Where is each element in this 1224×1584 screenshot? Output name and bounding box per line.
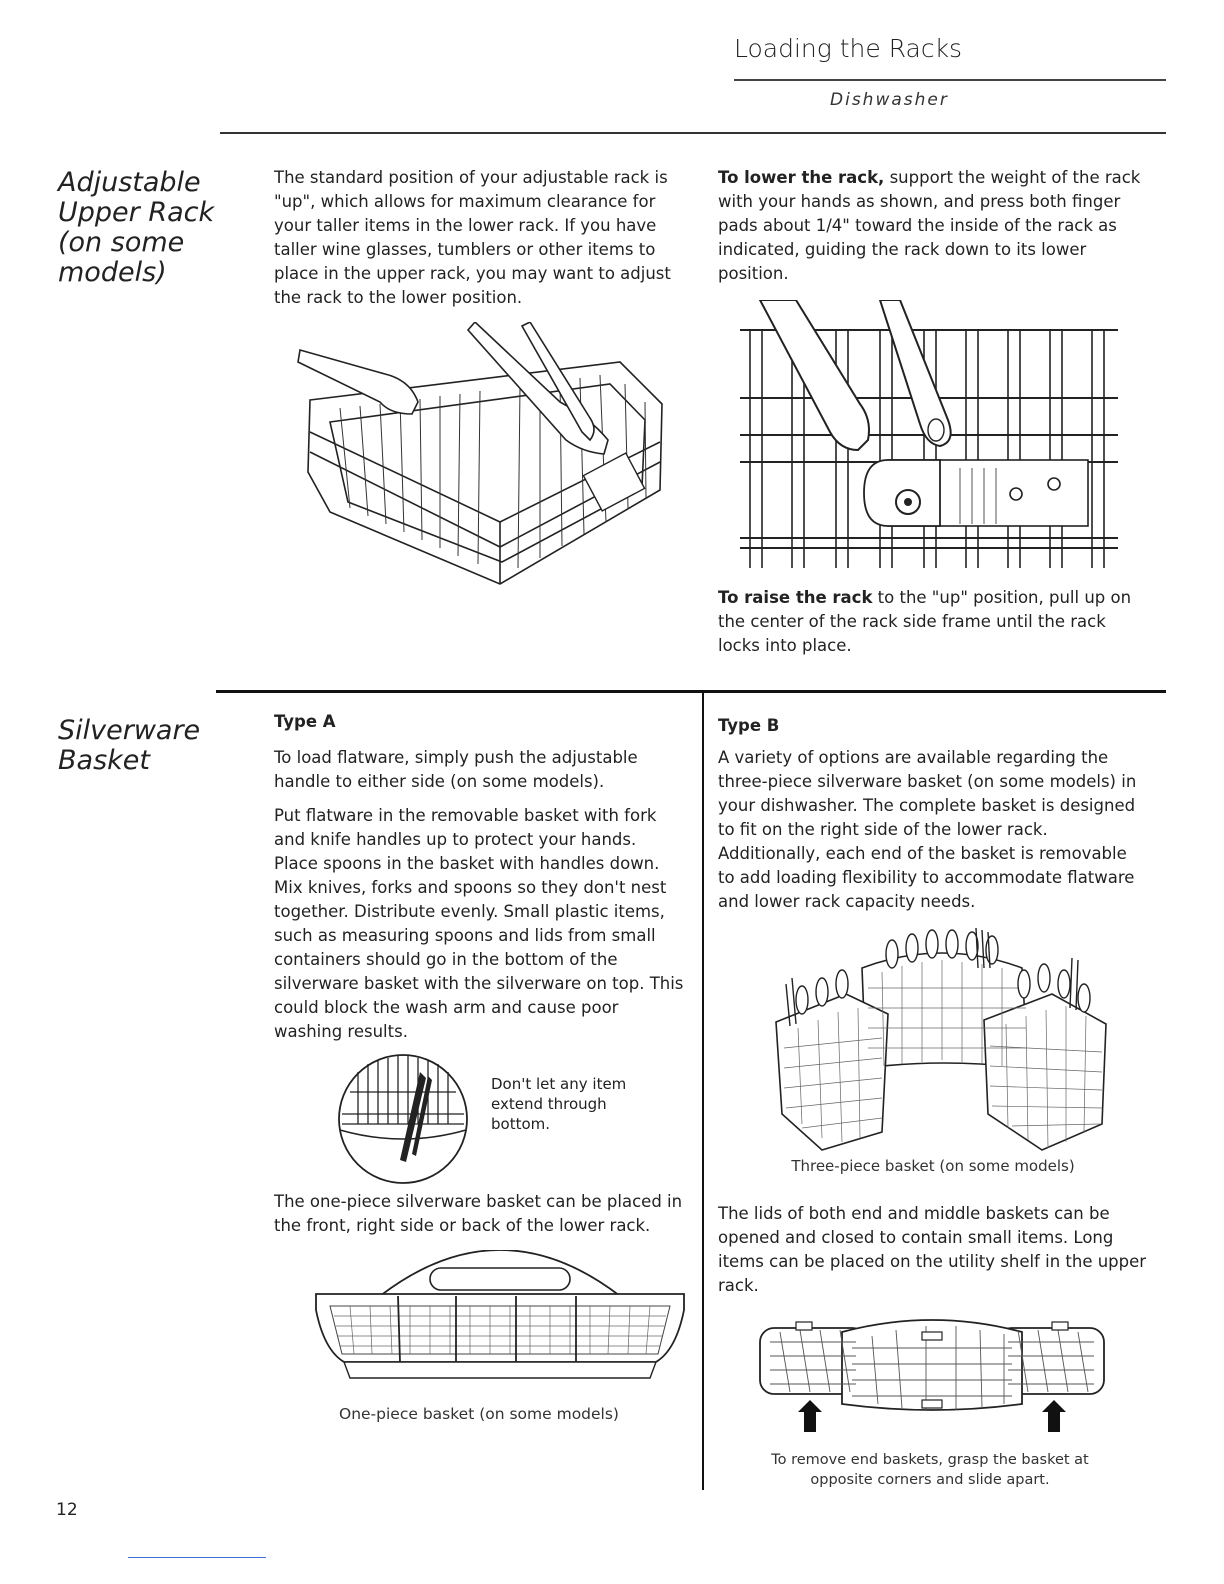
page-subtitle: Dishwasher [830, 90, 949, 110]
end-basket-removal-illustration [756, 1312, 1108, 1438]
upper-rack-section-title: Adjustable Upper Rack (on some models) [58, 167, 215, 288]
lower-rack-bold: To lower the rack, [718, 168, 885, 187]
three-piece-basket-caption: Three-piece basket (on some models) [791, 1157, 1075, 1175]
bottom-warning-callout: Don't let any item extend through bottom. [491, 1075, 627, 1133]
page-title: Loading the Racks [734, 34, 963, 63]
page-number: 12 [56, 1500, 78, 1520]
type-a-label: Type A [274, 712, 336, 731]
column-divider [702, 690, 704, 1490]
raise-rack-instructions [718, 586, 1142, 658]
section-divider [216, 690, 1166, 693]
header-divider [734, 79, 1166, 81]
raise-rack-bold: To raise the rack [718, 588, 873, 607]
type-b-paragraph-2: The lids of both end and middle baskets can be opened and closed to contain small items. Long items can be placed on the utility shelf in the upper rack. [718, 1204, 1147, 1295]
finger-pad-illustration [740, 300, 1120, 572]
lower-rack-instructions [718, 166, 1142, 286]
end-basket-removal-caption: To remove end baskets, grasp the basket at opposite corners and slide apart. [771, 1452, 1089, 1488]
raise-rack-text: to the "up" position, pull up on the center of the rack side frame until the rack locks into place. [718, 588, 1132, 655]
top-divider [220, 132, 1166, 134]
upper-rack-intro: The standard position of your adjustable rack is "up", which allows for maximum clearance for your taller items in the lower rack. If you have taller wine glasses, tumblers or other items to place in the upper rack, you may want to adjust the rack to the lower position. [274, 168, 671, 307]
one-piece-basket-caption: One-piece basket (on some models) [339, 1405, 619, 1423]
type-a-paragraph-2: Put flatware in the removable basket with fork and knife handles up to protect your hands. Place spoons in the basket with handles down. Mix knives, forks and spoons so they don't nest together. Distribute evenly. Small plastic items, such as measuring spoons and lids from small containers should go in the bottom of the silverware basket with the silverware on top. This could block the wash arm and cause poor washing results. [274, 806, 684, 1041]
upper-rack-illustration [290, 322, 680, 594]
lower-rack-text: support the weight of the rack with your hands as shown, and press both finger pads about 1/4" toward the inside of the rack as indicated, guiding the rack down to its lower position. [718, 168, 1141, 283]
type-b-paragraph-1: A variety of options are available regarding the three-piece silverware basket (on some models) in your dishwasher. The complete basket is designed to fit on the right side of the lower rack. Additionally, each end of the basket is removable to add loading flexibility to accommodate flatware and lower rack capacity needs. [718, 748, 1137, 911]
footer-line [128, 1557, 266, 1558]
type-a-paragraph-1: To load flatware, simply push the adjustable handle to either side (on some models). [274, 748, 638, 791]
one-piece-basket-illustration [310, 1250, 690, 1390]
type-a-paragraph-3: The one-piece silverware basket can be placed in the front, right side or back of the lower rack. [274, 1192, 683, 1235]
type-a-text [274, 746, 684, 1054]
type-b-label: Type B [718, 716, 780, 735]
three-piece-basket-illustration [762, 928, 1118, 1152]
bottom-warning-illustration [336, 1052, 470, 1186]
silverware-section-title: Silverware Basket [58, 715, 201, 776]
